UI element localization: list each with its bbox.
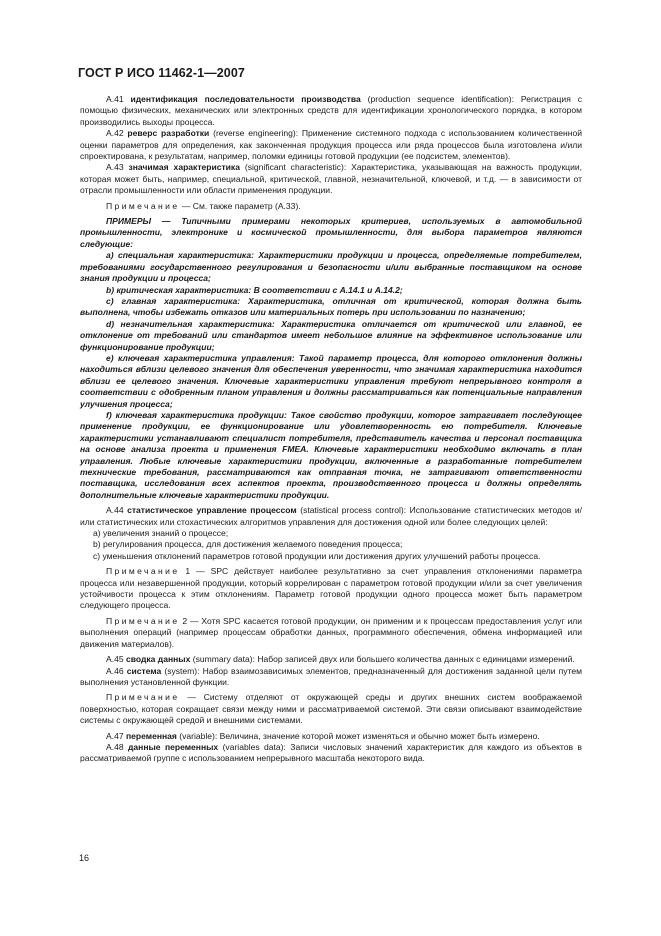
list-item: a) увеличения знаний о процессе;	[93, 528, 229, 539]
note-text: — См. также параметр (А.33).	[179, 200, 301, 211]
term-number: А.45	[106, 654, 126, 665]
term-number: А.43	[106, 162, 129, 173]
term-name: идентификация последовательности производства	[130, 94, 361, 104]
term-number: А.41	[106, 94, 131, 104]
term-number: А.48	[106, 741, 128, 752]
term-a46	[80, 666, 582, 689]
term-english: (variables data)	[218, 741, 284, 752]
term-a45	[80, 654, 582, 665]
term-definition: : Применение системного подхода с использованием количественной оценки параметров для определения, как законченная продукция процесса или ряда процессов была изготовлена и/или спроектирована, к результатам, например, поломки единицы готовой продукции (ее подсистем, элементов).	[80, 128, 582, 162]
term-english: (significant characteristic)	[239, 162, 344, 173]
term-a42	[80, 128, 582, 162]
note-text: 2 — Хотя SPC касается готовой продукции, он применим и к процессам предоставления услуг или выполнения операций (например процессам обработки данных, программного обеспечения, обмена информацией или движения материалов).	[80, 615, 582, 649]
note-text: 1 — SPC действует наиболее результативно за счет управления отклонениями параметра процесса или незавершенной продукции, который коррелирован с параметром готовой продукции и/или за счет увеличения устойчивости процесса к этим отклонениям. Параметр готовой продукции одного процесса может быть параметром следующего процесса.	[80, 566, 582, 611]
term-english: (reverse engineering)	[209, 128, 296, 139]
term-name: реверс разработки	[127, 128, 210, 139]
term-number: А.42	[106, 128, 128, 139]
term-a47	[80, 731, 582, 742]
term-number: А.47	[106, 730, 126, 741]
document-header: ГОСТ Р ИСО 11462-1—2007	[78, 66, 245, 80]
list-item: c) уменьшения отклонений параметров готовой продукции или достижения других улучшений работы процесса.	[93, 550, 541, 561]
term-name: переменная	[125, 730, 177, 741]
example-item: b) критическая характеристика: В соответствии с А.14.1 и А.14.2;	[106, 284, 403, 295]
note-label: Примечание	[106, 692, 180, 703]
term-definition: : Регистрация с помощью физических, механических или электронных средств для идентификации хронологического порядка, в котором производились выходы процесса.	[80, 94, 582, 127]
term-a43	[80, 162, 582, 196]
note-text: — Систему отделяют от окружающей среды и других внешних систем воображаемой поверхностью, которая сокращает связи между ними и рассматриваемой системой. Эти связи описывают взаимодействие системы с окружающей средой и внешними системами.	[80, 692, 582, 726]
term-english: (variable)	[176, 730, 215, 741]
term-definition: : Характеристика, указывающая на важность продукции, которая может быть, например, специальной, критической, главной, незначительной, ключевой, и т.д. — в зависимости от отрасли промышленности или области применения продукции.	[80, 162, 583, 196]
list-item: b) регулирования процесса, для достижения желаемого поведения процесса;	[93, 539, 403, 550]
term-definition: : Набор взаимозависимых элементов, предназначенный для достижения заданной цели путем выполнения установленной функции.	[80, 665, 582, 687]
page-number: 16	[79, 853, 90, 863]
term-a48	[80, 742, 582, 765]
example-item: а) специальная характеристика: Характеристики продукции и процесса, определяемые потребителем, требованиями государственного регулирования и безопасности и/или выбранные поставщиком на основе знания продукции и процесса;	[80, 250, 582, 284]
note1-a44	[80, 566, 582, 612]
term-a41	[80, 94, 582, 128]
examples-intro: ПРИМЕРЫ — Типичными примерами некоторых критериев, используемых в автомобильной промышленности, электронике и космической промышленности, для выбора параметров являются следующие:	[80, 216, 582, 249]
term-name: значимая характеристика	[128, 162, 240, 173]
example-item: e) ключевая характеристика управления: Такой параметр процесса, для которого отклонения должны находиться вблизи целевого значения для обеспечения уверенности, что значимая характеристика находится вблизи ее целевого значения. Ключевые характеристики управления требуют непрерывного контроля в соответствии с одобренным планом управления и должны рассматриваться как потенциальные направления улучшения процесса;	[80, 352, 582, 409]
term-name: сводка данных	[125, 654, 191, 665]
term-english: (production sequence identification)	[360, 94, 512, 104]
note-label: Примечание	[106, 615, 180, 626]
term-english: (system)	[161, 665, 198, 676]
term-definition: : Записи числовых значений характеристик для каждого из объектов в рассматриваемой группе с использованием непрерывного масштаба некоторого вида.	[80, 741, 582, 764]
term-name: данные переменных	[127, 741, 219, 752]
term-english: (summary data)	[190, 654, 253, 665]
term-number: А.44	[106, 505, 128, 516]
term-name: статистическое управление процессом	[127, 505, 297, 516]
term-a44	[80, 505, 582, 528]
note-a43	[80, 201, 582, 212]
note-label: Примечание	[106, 566, 180, 577]
example-item: c) главная характеристика: Характеристика, отличная от критической, которая должна быть выполнена, чтобы избежать отказов или материальных потерь при использовании по назначению;	[80, 295, 582, 318]
note2-a44	[80, 616, 582, 650]
note-label: Примечание	[106, 200, 180, 211]
example-item: f) ключевая характеристика продукции: Такое свойство продукции, которое затрагивает последующее применение продукции, ее функционирование или удовлетворенность ею потребителя. Ключевые характеристики устанавливают специалист потребителя, представитель качества и персонал поставщика на основе анализа проекта и применения FMEA. Ключевые характеристики необходимо включать в план управления. Любые ключевые характеристики продукции, включенные в разработанные потребителем технические требования, рассматриваются как отправная точка, не затрагивают ответственности поставщика, исследования всех аспектов проекта, производственного процесса и должны определять дополнительные ключевые характеристики продукции.	[80, 409, 582, 500]
term-english: (statistical process control)	[296, 505, 404, 516]
term-number: А.46	[106, 665, 127, 676]
page-content	[80, 94, 582, 765]
term-name: система	[126, 665, 162, 676]
term-definition: : Набор записей двух или большего количества данных с единицами измерений.	[252, 654, 575, 665]
term-definition: : Величина, значение которой может изменяться и обычно может быть измерено.	[214, 730, 540, 741]
term-definition: : Использование статистических методов и/или статистических или стохастических алгоритмов управления для достижения одной или более следующих целей:	[80, 505, 582, 527]
note-a46	[80, 692, 582, 726]
example-item: d) незначительная характеристика: Характеристика отличается от критической или главной, ее отклонение от требований или стандартов имеет небольшое влияние на эффективное использование или функционирование продукции;	[80, 318, 582, 352]
